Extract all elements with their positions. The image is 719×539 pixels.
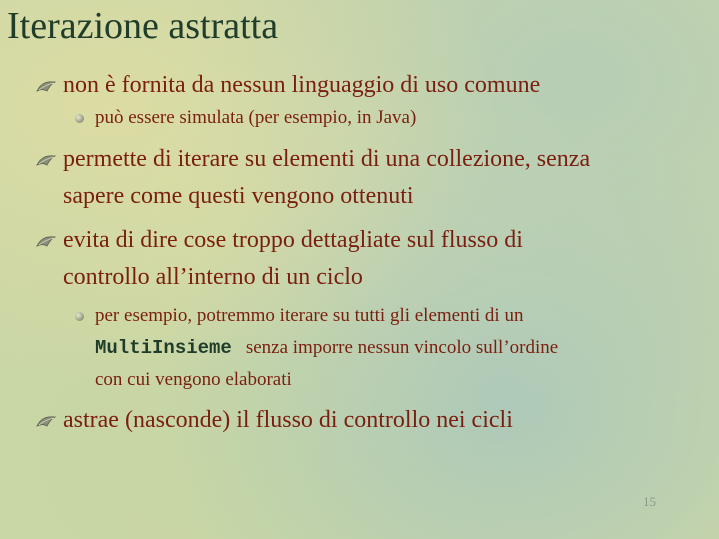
sub-bullet-text-line-2 xyxy=(95,332,558,364)
scroll-leaf-icon xyxy=(35,78,59,94)
page-number: 15 xyxy=(643,494,656,509)
code-identifier: MultiInsieme xyxy=(95,337,232,359)
sub-bullet-item xyxy=(75,300,558,396)
bullet-item xyxy=(35,67,540,104)
bullet-text-line-1: evita di dire cose troppo dettagliate sul flusso di xyxy=(63,227,523,253)
bullet-text-line-2: sapere come questi vengono ottenuti xyxy=(63,183,414,209)
round-dot-icon xyxy=(75,312,84,321)
bullet-text-line-2: controllo all’interno di un ciclo xyxy=(63,264,363,290)
scroll-leaf-icon xyxy=(35,152,59,168)
scroll-leaf-icon xyxy=(35,413,59,429)
bullet-text-line-1: permette di iterare su elementi di una collezione, senza xyxy=(63,146,591,172)
bullet-item xyxy=(35,402,513,439)
round-dot-icon xyxy=(75,114,84,123)
sub-bullet-item xyxy=(75,102,416,134)
sub-bullet-text-line-2-rest: senza imporre nessun vincolo sull’ordine xyxy=(245,337,559,358)
bullet-item xyxy=(35,141,590,215)
bullet-item xyxy=(35,222,523,296)
sub-bullet-text: può essere simulata (per esempio, in Java) xyxy=(95,107,417,128)
sub-bullet-text-line-1: per esempio, potremmo iterare su tutti gli elementi di un xyxy=(95,305,524,326)
scroll-leaf-icon xyxy=(35,233,59,249)
sub-bullet-text-line-3: con cui vengono elaborati xyxy=(95,369,292,390)
bullet-text: non è fornita da nessun linguaggio di uso comune xyxy=(63,72,541,98)
bullet-text: astrae (nasconde) il flusso di controllo nei cicli xyxy=(63,407,513,433)
slide-title: Iterazione astratta xyxy=(7,5,279,47)
